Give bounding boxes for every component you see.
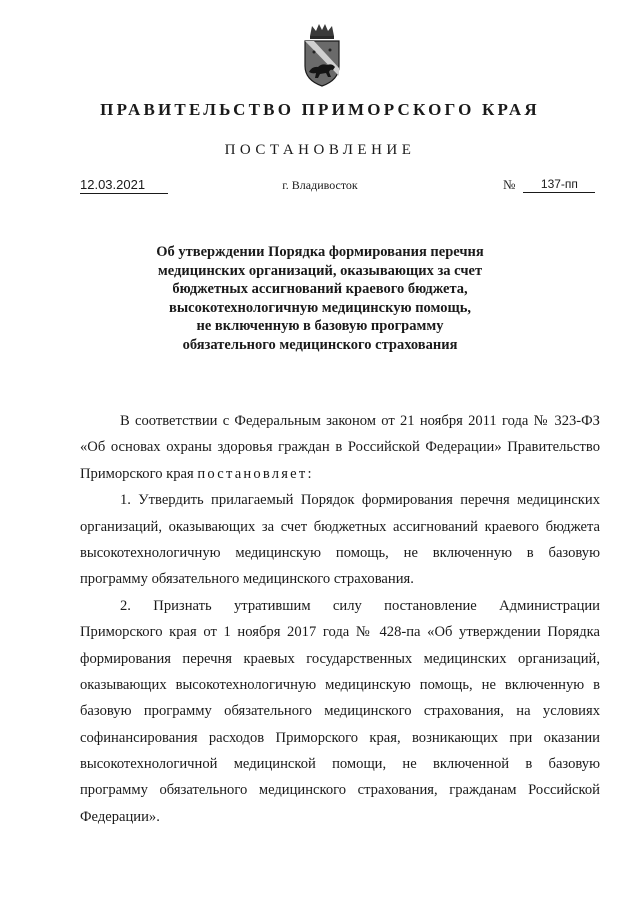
body-line: высокотехнологичную медицинскую помощь, не включенную в базовую — [80, 544, 600, 561]
body-line: оказывающих высокотехнологичную медицинскую помощь, не включенную в — [80, 676, 600, 693]
heading-line: не включенную в базовую программу — [196, 318, 444, 335]
body-line: Приморского края от 1 ноября 2017 года № 428-па «Об утверждении Порядка — [80, 624, 600, 641]
heading-line: высокотехнологичную медицинскую помощь, — [168, 299, 471, 316]
body-line: софинансирования расходов Приморского края, возникающих при оказании — [80, 729, 600, 746]
body-text-fragment: Приморского края — [80, 465, 198, 482]
body-line: В соответствии с Федеральным законом от 21 ноября 2011 года № 323-ФЗ — [120, 413, 600, 429]
body-line: 2. Признать утратившим силу постановление Администрации — [120, 597, 600, 614]
body-text-fragment: : — [307, 465, 312, 482]
heading-line: Об утверждении Порядка формирования перечня — [156, 244, 484, 260]
heading-line: обязательного медицинского страхования — [182, 336, 458, 353]
government-title: ПРАВИТЕЛЬСТВО ПРИМОРСКОГО КРАЯ — [100, 100, 540, 119]
heading-line: медицинских организаций, оказывающих за счет — [157, 262, 483, 279]
document-heading — [100, 243, 540, 355]
body-line: высокотехнологичной медицинской помощи, не включенной в базовую — [80, 756, 600, 773]
document-date: 12.03.2021 — [80, 177, 168, 194]
body-line — [80, 461, 600, 487]
document-city: г. Владивосток — [282, 178, 358, 192]
document-type: ПОСТАНОВЛЕНИЕ — [224, 142, 416, 158]
body-line: 1. Утвердить прилагаемый Порядок формирования перечня медицинских — [120, 492, 600, 509]
body-line: программу обязательного медицинского страхования. — [80, 571, 414, 588]
coat-of-arms-icon — [300, 22, 344, 88]
document-number — [503, 177, 595, 193]
body-line: формирования перечня краевых государственных медицинских организаций, — [80, 650, 600, 667]
resolution-verb: постановляет — [197, 465, 308, 482]
document-number-value: 137-пп — [523, 177, 595, 193]
number-sign: № — [503, 177, 516, 192]
heading-line: бюджетных ассигнований краевого бюджета, — [172, 281, 468, 298]
body-line: организаций, оказывающих за счет бюджетных ассигнований краевого бюджета — [80, 518, 600, 535]
body-line: программу обязательного медицинского страхования, гражданам Российской — [80, 782, 600, 799]
body-line: «Об основах охраны здоровья граждан в Российской Федерации» Правительство — [80, 439, 600, 456]
body-line: Федерации». — [80, 808, 160, 825]
body-line: базовую программу обязательного медицинского страхования, на условиях — [80, 703, 600, 720]
document-body — [80, 408, 600, 830]
